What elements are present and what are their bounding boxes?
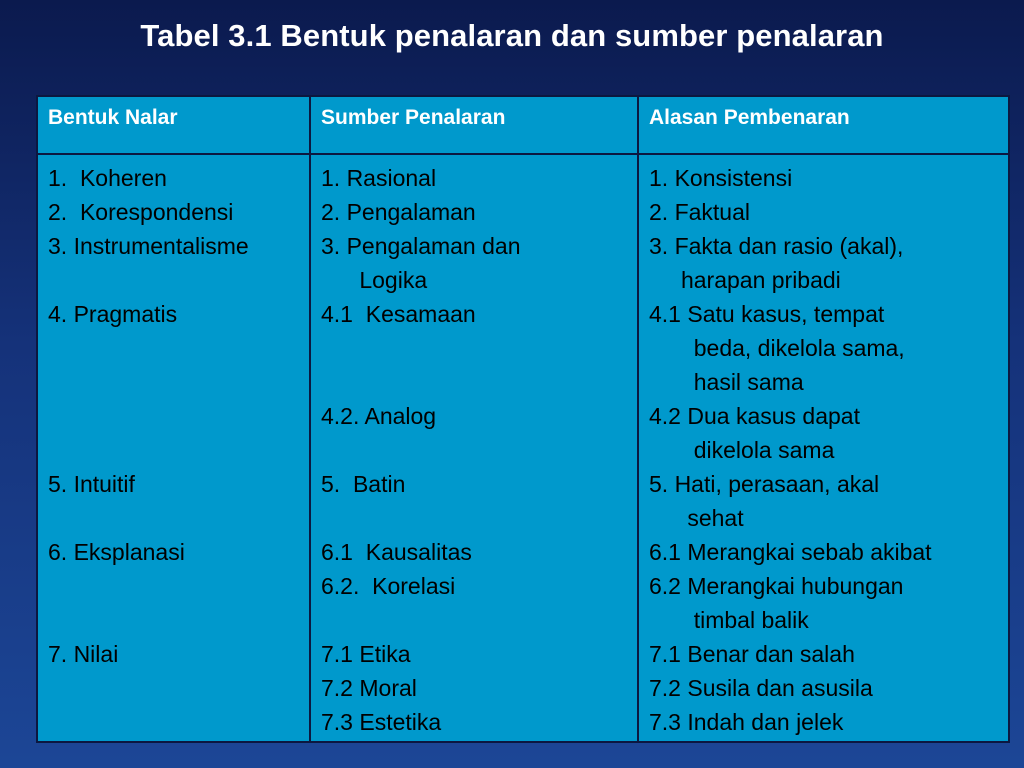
slide-title: Tabel 3.1 Bentuk penalaran dan sumber penalaran [140, 18, 884, 53]
table-row [37, 154, 1009, 742]
reasoning-table [36, 95, 1010, 743]
header-sumber-penalaran: Sumber Penalaran [310, 96, 638, 154]
cell-bentuk-nalar-list: 1. Koheren 2. Korespondensi 3. Instrumentalisme 4. Pragmatis 5. Intuitif 6. Eksplanasi 7. Nilai [37, 154, 310, 742]
header-alasan-pembenaran: Alasan Pembenaran [638, 96, 1009, 154]
table-header-row [37, 96, 1009, 154]
cell-alasan-pembenaran-list: 1. Konsistensi 2. Faktual 3. Fakta dan rasio (akal), harapan pribadi 4.1 Satu kasus, tempat beda, dikelola sama, hasil sama 4.2 Dua kasus dapat dikelola sama 5. Hati, perasaan, akal sehat 6.1 Merangkai sebab akibat 6.2 Merangkai hubungan timbal balik 7.1 Benar dan salah 7.2 Susila dan asusila 7.3 Indah dan jelek [638, 154, 1009, 742]
cell-sumber-penalaran-list: 1. Rasional 2. Pengalaman 3. Pengalaman dan Logika 4.1 Kesamaan 4.2. Analog 5. Batin 6.1 Kausalitas 6.2. Korelasi 7.1 Etika 7.2 Moral 7.3 Estetika [310, 154, 638, 742]
header-bentuk-nalar: Bentuk Nalar [37, 96, 310, 154]
